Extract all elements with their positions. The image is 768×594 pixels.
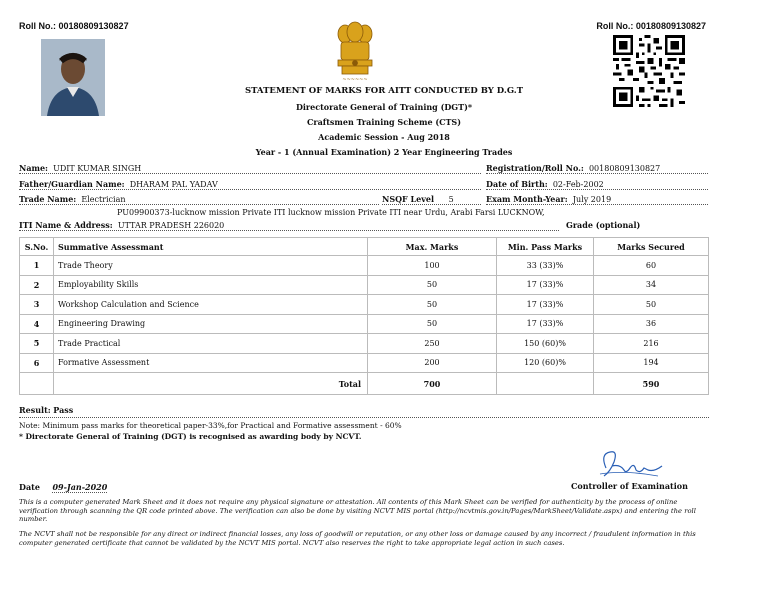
cell-secured: 36 <box>594 314 709 334</box>
cell-secured: 34 <box>594 275 709 295</box>
name-value: UDIT KUMAR SINGH <box>53 164 142 173</box>
cell-max: 50 <box>368 275 497 295</box>
cell-sno: 3 <box>20 295 54 315</box>
table-row <box>20 256 709 276</box>
trade-label: Trade Name: <box>19 194 77 204</box>
dgt-heading: Directorate General of Training (DGT)* <box>295 102 473 112</box>
table-row <box>20 275 709 295</box>
table-header-row <box>20 238 709 256</box>
academic-session: Academic Session - Aug 2018 <box>318 132 450 142</box>
table-row <box>20 334 709 354</box>
name-row <box>19 163 481 174</box>
recognition-note: * Directorate General of Training (DGT) is recognised as awarding body by NCVT. <box>19 432 362 441</box>
cell-assessment: Formative Assessment <box>54 353 368 373</box>
cell-min: 33 (33)% <box>497 256 594 276</box>
trade-row <box>19 194 379 205</box>
cell-min: 120 (60)% <box>497 353 594 373</box>
cell-max: 50 <box>368 314 497 334</box>
header-sno: S.No. <box>20 238 54 256</box>
iti-row <box>19 220 559 231</box>
national-emblem-icon <box>333 20 377 84</box>
header-assessment: Summative Assessmant <box>54 238 368 256</box>
cell-assessment: Engineering Drawing <box>54 314 368 334</box>
cell-sno: 5 <box>20 334 54 354</box>
pass-marks-note: Note: Minimum pass marks for theoretical paper-33%,for Practical and Formative assessment - 60% <box>19 421 402 430</box>
cell-max: 50 <box>368 295 497 315</box>
cell-sno: 4 <box>20 314 54 334</box>
cell-min: 17 (33)% <box>497 295 594 315</box>
cell-max: 100 <box>368 256 497 276</box>
roll-number-right: Roll No.: 00180809130827 <box>596 21 706 31</box>
cell-min: 17 (33)% <box>497 275 594 295</box>
date-row <box>19 482 107 492</box>
name-label: Name: <box>19 163 49 173</box>
signature-icon <box>596 448 666 482</box>
table-total-row <box>20 373 709 395</box>
header-min-pass: Min. Pass Marks <box>497 238 594 256</box>
cell-assessment: Trade Theory <box>54 256 368 276</box>
iti-address-line1: PU09900373-lucknow mission Private ITI lucknow mission Private ITI near Urdu, Arabi Farsi LUCKNOW, <box>117 208 545 217</box>
nsqf-value: 5 <box>448 195 454 204</box>
marks-table <box>19 237 709 395</box>
cell-max: 250 <box>368 334 497 354</box>
header-max-marks: Max. Marks <box>368 238 497 256</box>
date-label: Date <box>19 482 40 492</box>
father-value: DHARAM PAL YADAV <box>129 180 218 189</box>
total-marks-secured: 590 <box>594 373 709 395</box>
cell-max: 200 <box>368 353 497 373</box>
cell-secured: 194 <box>594 353 709 373</box>
year-heading: Year - 1 (Annual Examination) 2 Year Engineering Trades <box>255 147 513 157</box>
exam-row <box>486 194 708 205</box>
iti-label: ITI Name & Address: <box>19 220 113 230</box>
statement-title: STATEMENT OF MARKS FOR AITT CONDUCTED BY D.G.T <box>244 86 524 96</box>
nsqf-label: NSQF Level <box>382 194 435 204</box>
table-row <box>20 295 709 315</box>
exam-value: July 2019 <box>572 195 612 204</box>
result-value: Pass <box>53 405 74 415</box>
qr-code <box>613 35 685 107</box>
iti-value: UTTAR PRADESH 226020 <box>117 221 225 230</box>
result-label: Result: <box>19 405 51 415</box>
dob-label: Date of Birth: <box>486 179 548 189</box>
cell-sno: 1 <box>20 256 54 276</box>
roll-number-left: Roll No.: 00180809130827 <box>19 21 129 31</box>
dob-row <box>486 179 708 190</box>
cell-empty <box>497 373 594 395</box>
date-value: 09-Jan-2020 <box>52 482 108 492</box>
dob-value: 02-Feb-2002 <box>552 180 604 189</box>
liability-disclaimer: The NCVT shall not be responsible for any direct or indirect financial losses, any loss of goodwill or reputation, or any other loss or damage caused by any incorrect / fraudulent information in this computer generated certificate that cannot be validated by the NCVT MIS portal. NCVT also reserves the right to take appropriate legal action in such cases. <box>19 530 696 547</box>
cell-assessment: Workshop Calculation and Science <box>54 295 368 315</box>
result-row <box>19 405 709 418</box>
cell-secured: 216 <box>594 334 709 354</box>
cell-sno: 2 <box>20 275 54 295</box>
cell-assessment: Employability Skills <box>54 275 368 295</box>
registration-label: Registration/Roll No.: <box>486 163 584 173</box>
trade-value: Electrician <box>81 195 126 204</box>
father-row <box>19 179 481 190</box>
exam-label: Exam Month-Year: <box>486 194 568 204</box>
cts-heading: Craftsmen Training Scheme (CTS) <box>307 117 461 127</box>
registration-value: 00180809130827 <box>588 164 661 173</box>
svg-text:~~~~~~: ~~~~~~ <box>342 77 368 83</box>
table-row <box>20 314 709 334</box>
grade-label: Grade (optional) <box>566 220 641 230</box>
father-label: Father/Guardian Name: <box>19 179 125 189</box>
cell-assessment: Trade Practical <box>54 334 368 354</box>
cell-min: 17 (33)% <box>497 314 594 334</box>
verification-disclaimer: This is a computer generated Mark Sheet and it does not require any physical signature or attestation. All contents of this Mark Sheet can be verified for authenticity by the process of online verification through scanning the QR code printed above. The verification can also be done by visiting NCVT MIS portal (http://ncvtmis.gov.in/Pages/MarkSheet/Validate.aspx) and entering the roll number. <box>19 498 696 524</box>
cell-sno: 6 <box>20 353 54 373</box>
controller-of-examination: Controller of Examination <box>571 481 688 491</box>
cell-empty <box>20 373 54 395</box>
header-marks-secured: Marks Secured <box>594 238 709 256</box>
cell-secured: 50 <box>594 295 709 315</box>
total-label: Total <box>54 373 368 395</box>
cell-min: 150 (60)% <box>497 334 594 354</box>
table-row <box>20 353 709 373</box>
cell-secured: 60 <box>594 256 709 276</box>
total-max-marks: 700 <box>368 373 497 395</box>
registration-row <box>486 163 708 174</box>
nsqf-row <box>382 194 481 205</box>
